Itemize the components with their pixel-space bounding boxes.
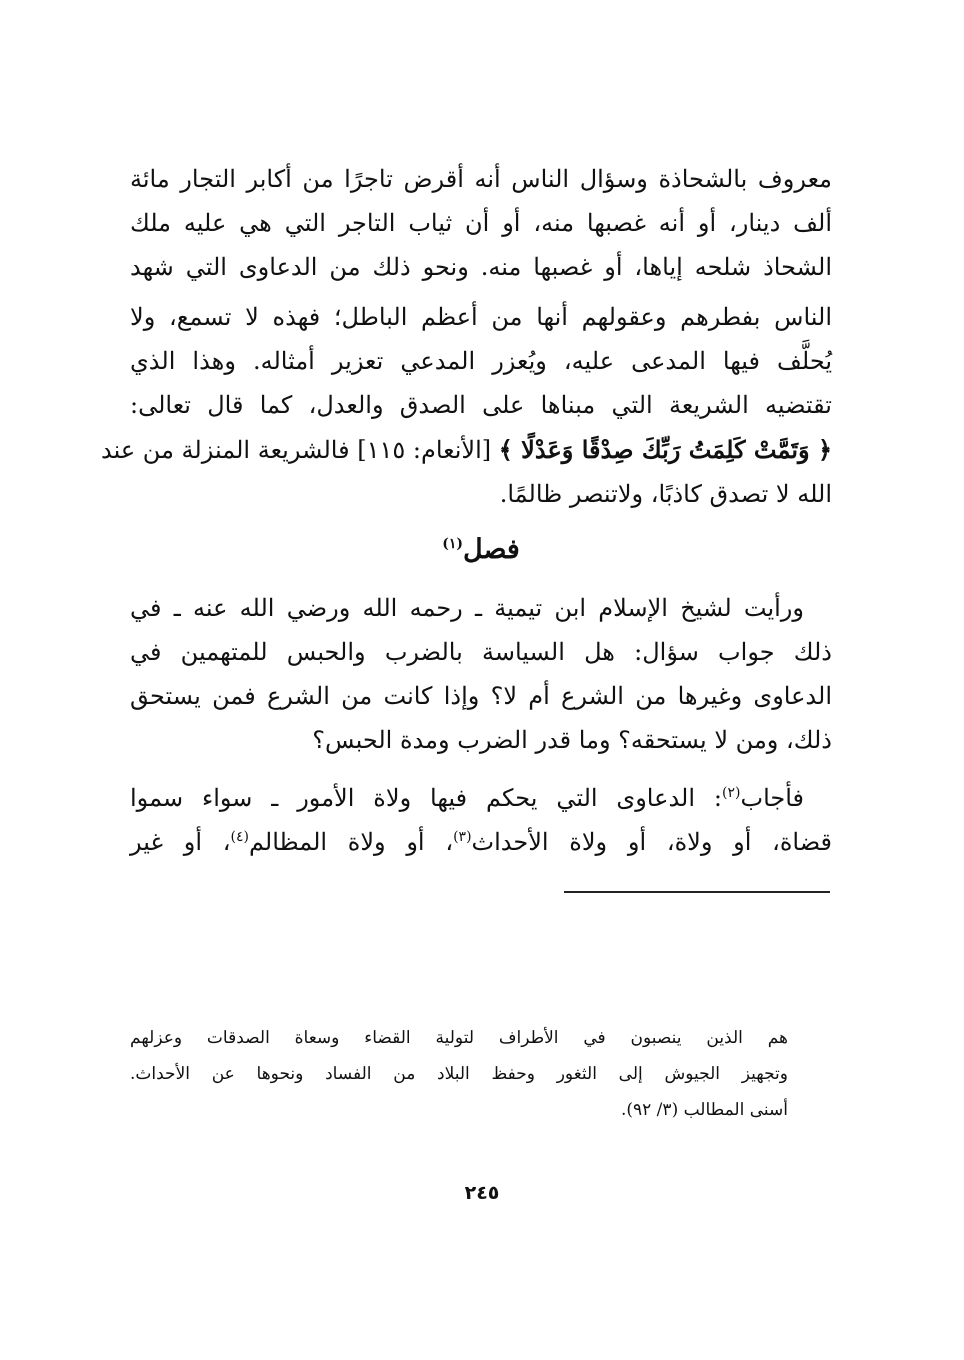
body-line-5: يُحلَّف فيها المدعى عليه، ويُعزر المدعي تعزير أمثاله. وهذا الذي <box>130 347 832 375</box>
para2-line-1: ورأيت لشيخ الإسلام ابن تيمية ـ رحمه الله ورضي الله عنه ـ في <box>130 594 804 622</box>
para3-text-e: ، أو غير <box>130 828 231 856</box>
para3-text-d: ، أو ولاة المظالم <box>248 828 454 856</box>
body-line-6: تقتضيه الشريعة التي مبناها على الصدق والعدل، كما قال تعالى: <box>130 391 832 419</box>
footnote-ref: (٣) <box>453 829 472 845</box>
para2-line-4: ذلك، ومن لا يستحقه؟ وما قدر الضرب ومدة الحبس؟ <box>312 726 832 754</box>
para2-line-2: ذلك جواب سؤال: هل السياسة بالضرب والحبس للمتهمين في <box>130 638 832 666</box>
footnote-separator <box>564 891 830 893</box>
para3-line-2 <box>130 820 832 864</box>
quran-reference-text: [الأنعام: ١١٥] فالشريعة المنزلة من عند <box>101 436 492 464</box>
body-line-7 <box>101 428 832 472</box>
footnote-3-line-4: أسنى المطالب (٣/ ٩٢). <box>620 1100 788 1120</box>
footnote-3-line-3: وتجهيز الجيوش إلى الثغور وحفظ البلاد من الفساد ونحوها عن الأحداث. <box>130 1064 788 1084</box>
footnote-ref: (٢) <box>722 785 741 801</box>
body-line-1: معروف بالشحاذة وسؤال الناس أنه أقرض تاجرًا من أكابر التجار مائة <box>130 165 832 193</box>
para3-text-c: قضاة، أو ولاة، أو ولاة الأحداث <box>471 828 833 856</box>
footnote-ref: (١) <box>442 536 463 552</box>
body-line-8: الله لا تصدق كاذبًا، ولاتنصر ظالمًا. <box>499 480 832 508</box>
section-heading <box>130 528 832 572</box>
body-line-4: الناس بفطرهم وعقولهم أنها من أعظم الباطل؛ فهذه لا تسمع، ولا <box>130 303 832 331</box>
quran-verse: ﴿ وَتَمَّتْ كَلِمَتُ رَبِّكَ صِدْقًا وَعَدْلًا ﴾ <box>498 435 832 464</box>
section-title: فصل <box>463 534 520 565</box>
footnote-ref: (٤) <box>230 829 249 845</box>
para3-text-b: : الدعاوى التي يحكم فيها ولاة الأمور ـ سواء سموا <box>130 784 722 812</box>
body-line-3: الشحاذ شلحه إياها، أو غصبها منه. ونحو ذلك من الدعاوى التي شهد <box>130 253 833 281</box>
body-line-2: ألف دينار، أو أنه غصبها منه، أو أن ثياب التاجر التي هي عليه ملك <box>130 209 832 237</box>
footnote-3-line-2: هم الذين ينصبون في الأطراف لتولية القضاء وسعاة الصدقات وعزلهم <box>130 1028 788 1048</box>
page-number: ٢٤٥ <box>464 1182 500 1204</box>
para2-line-3: الدعاوى وغيرها من الشرع أم لا؟ وإذا كانت من الشرع فمن يستحق <box>130 682 832 710</box>
para3-text-a: فأجاب <box>740 784 804 812</box>
para3-line-1 <box>130 776 804 820</box>
